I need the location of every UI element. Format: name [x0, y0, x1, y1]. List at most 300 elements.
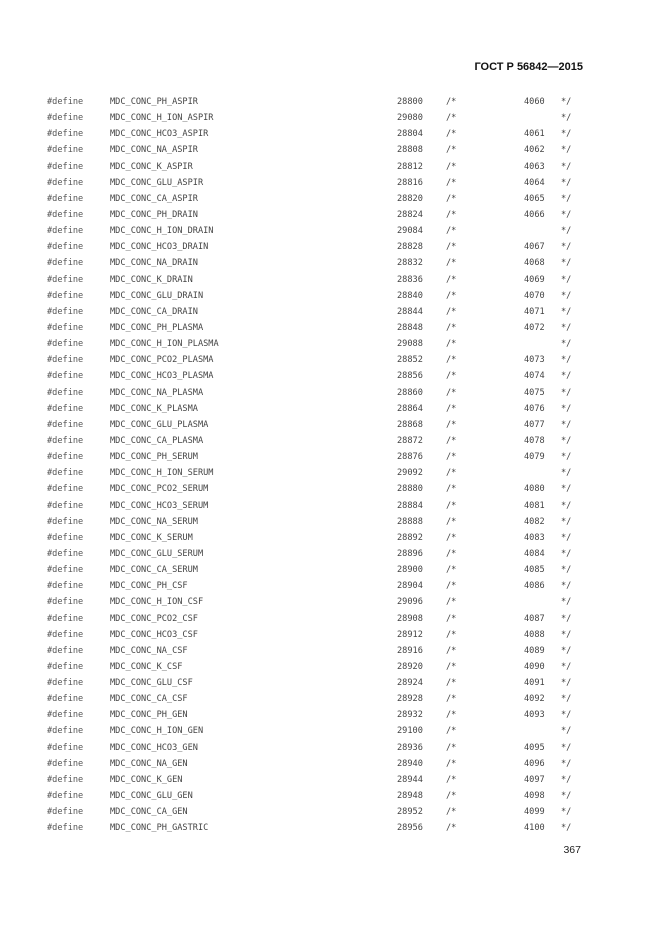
constant-name: MDC_CONC_PH_SERUM	[110, 452, 198, 463]
reference-number: 4062	[524, 145, 545, 156]
constant-code: 28888	[397, 516, 423, 527]
define-row	[0, 804, 661, 820]
comment-close: */	[561, 823, 572, 834]
define-row	[0, 191, 661, 207]
constant-code: 29100	[397, 726, 423, 737]
constant-name: MDC_CONC_PH_GASTRIC	[110, 823, 209, 834]
define-row	[0, 707, 661, 723]
define-directive: #define	[47, 355, 84, 366]
comment-close: */	[561, 774, 572, 785]
comment-open: /*	[446, 823, 457, 834]
define-row	[0, 433, 661, 449]
reference-number: 4093	[524, 710, 545, 721]
define-row	[0, 175, 661, 191]
define-directive: #define	[47, 258, 84, 269]
reference-number: 4096	[524, 758, 545, 769]
constant-name: MDC_CONC_PH_ASPIR	[110, 97, 198, 107]
constant-code: 28916	[397, 645, 423, 656]
define-row	[0, 498, 661, 514]
comment-open: /*	[446, 500, 457, 511]
comment-close: */	[561, 710, 572, 721]
comment-close: */	[561, 661, 572, 672]
comment-close: */	[561, 758, 572, 769]
constant-name: MDC_CONC_K_PLASMA	[110, 403, 198, 414]
constant-name: MDC_CONC_K_CSF	[110, 661, 183, 672]
comment-open: /*	[446, 807, 457, 818]
comment-open: /*	[446, 516, 457, 527]
comment-open: /*	[446, 322, 457, 333]
comment-open: /*	[446, 387, 457, 398]
constant-code: 28800	[397, 97, 423, 107]
define-row	[0, 643, 661, 659]
comment-close: */	[561, 581, 572, 592]
define-row	[0, 740, 661, 756]
comment-close: */	[561, 742, 572, 753]
comment-open: /*	[446, 97, 457, 107]
reference-number: 4077	[524, 419, 545, 430]
constant-name: MDC_CONC_GLU_SERUM	[110, 548, 204, 559]
comment-close: */	[561, 500, 572, 511]
constant-code: 28948	[397, 791, 423, 802]
comment-close: */	[561, 113, 572, 124]
comment-close: */	[561, 548, 572, 559]
define-directive: #define	[47, 419, 84, 430]
constant-code: 28884	[397, 500, 423, 511]
reference-number: 4086	[524, 581, 545, 592]
comment-close: */	[561, 371, 572, 382]
comment-open: /*	[446, 548, 457, 559]
reference-number: 4089	[524, 645, 545, 656]
comment-open: /*	[446, 371, 457, 382]
comment-close: */	[561, 145, 572, 156]
define-row	[0, 465, 661, 481]
define-directive: #define	[47, 807, 84, 818]
define-directive: #define	[47, 823, 84, 834]
define-row	[0, 788, 661, 804]
constant-code: 28912	[397, 629, 423, 640]
define-list	[0, 94, 661, 836]
define-row	[0, 756, 661, 772]
constant-name: MDC_CONC_PCO2_CSF	[110, 613, 198, 624]
define-directive: #define	[47, 161, 84, 172]
define-directive: #define	[47, 791, 84, 802]
define-row	[0, 691, 661, 707]
constant-code: 28808	[397, 145, 423, 156]
define-row	[0, 288, 661, 304]
define-row	[0, 772, 661, 788]
comment-open: /*	[446, 161, 457, 172]
comment-open: /*	[446, 613, 457, 624]
constant-name: MDC_CONC_CA_SERUM	[110, 565, 198, 576]
constant-code: 28844	[397, 306, 423, 317]
comment-open: /*	[446, 113, 457, 124]
define-directive: #define	[47, 290, 84, 301]
define-row	[0, 449, 661, 465]
constant-code: 28828	[397, 242, 423, 253]
comment-close: */	[561, 242, 572, 253]
comment-close: */	[561, 274, 572, 285]
define-row	[0, 352, 661, 368]
constant-name: MDC_CONC_HCO3_GEN	[110, 742, 198, 753]
constant-name: MDC_CONC_CA_CSF	[110, 694, 188, 705]
constant-code: 28876	[397, 452, 423, 463]
comment-open: /*	[446, 193, 457, 204]
comment-open: /*	[446, 145, 457, 156]
define-row	[0, 94, 661, 110]
constant-name: MDC_CONC_GLU_PLASMA	[110, 419, 209, 430]
define-directive: #define	[47, 435, 84, 446]
define-directive: #define	[47, 193, 84, 204]
comment-close: */	[561, 532, 572, 543]
constant-code: 28920	[397, 661, 423, 672]
define-directive: #define	[47, 758, 84, 769]
constant-name: MDC_CONC_NA_PLASMA	[110, 387, 204, 398]
define-row	[0, 675, 661, 691]
comment-open: /*	[446, 791, 457, 802]
constant-name: MDC_CONC_K_SERUM	[110, 532, 193, 543]
define-directive: #define	[47, 484, 84, 495]
constant-name: MDC_CONC_PCO2_PLASMA	[110, 355, 214, 366]
comment-open: /*	[446, 661, 457, 672]
reference-number: 4085	[524, 565, 545, 576]
define-row	[0, 239, 661, 255]
reference-number: 4081	[524, 500, 545, 511]
define-directive: #define	[47, 742, 84, 753]
reference-number: 4064	[524, 177, 545, 188]
define-directive: #define	[47, 645, 84, 656]
define-row	[0, 481, 661, 497]
define-directive: #define	[47, 113, 84, 124]
define-row	[0, 368, 661, 384]
constant-code: 28804	[397, 129, 423, 140]
define-directive: #define	[47, 371, 84, 382]
comment-open: /*	[446, 274, 457, 285]
constant-code: 28848	[397, 322, 423, 333]
define-row	[0, 272, 661, 288]
define-row	[0, 659, 661, 675]
define-row	[0, 514, 661, 530]
constant-code: 28944	[397, 774, 423, 785]
comment-close: */	[561, 339, 572, 350]
comment-close: */	[561, 597, 572, 608]
constant-name: MDC_CONC_H_ION_SERUM	[110, 468, 214, 479]
comment-open: /*	[446, 710, 457, 721]
comment-close: */	[561, 613, 572, 624]
reference-number: 4087	[524, 613, 545, 624]
reference-number: 4088	[524, 629, 545, 640]
define-row	[0, 530, 661, 546]
define-directive: #define	[47, 306, 84, 317]
reference-number: 4076	[524, 403, 545, 414]
constant-name: MDC_CONC_GLU_GEN	[110, 791, 193, 802]
define-row	[0, 207, 661, 223]
constant-name: MDC_CONC_GLU_CSF	[110, 678, 193, 689]
define-row	[0, 401, 661, 417]
comment-close: */	[561, 226, 572, 237]
constant-name: MDC_CONC_H_ION_PLASMA	[110, 339, 219, 350]
constant-name: MDC_CONC_NA_GEN	[110, 758, 188, 769]
constant-code: 28928	[397, 694, 423, 705]
comment-close: */	[561, 403, 572, 414]
constant-name: MDC_CONC_PH_CSF	[110, 581, 188, 592]
comment-open: /*	[446, 209, 457, 220]
define-row	[0, 611, 661, 627]
comment-open: /*	[446, 129, 457, 140]
reference-number: 4095	[524, 742, 545, 753]
comment-open: /*	[446, 565, 457, 576]
comment-open: /*	[446, 435, 457, 446]
constant-name: MDC_CONC_H_ION_CSF	[110, 597, 204, 608]
define-row	[0, 126, 661, 142]
define-directive: #define	[47, 468, 84, 479]
define-directive: #define	[47, 678, 84, 689]
constant-name: MDC_CONC_NA_SERUM	[110, 516, 198, 527]
constant-code: 28924	[397, 678, 423, 689]
comment-close: */	[561, 161, 572, 172]
comment-close: */	[561, 791, 572, 802]
define-directive: #define	[47, 387, 84, 398]
reference-number: 4083	[524, 532, 545, 543]
comment-close: */	[561, 645, 572, 656]
constant-name: MDC_CONC_NA_ASPIR	[110, 145, 198, 156]
document-header: ГОСТ Р 56842—2015	[474, 61, 583, 73]
comment-open: /*	[446, 452, 457, 463]
define-row	[0, 627, 661, 643]
comment-open: /*	[446, 242, 457, 253]
comment-close: */	[561, 452, 572, 463]
constant-name: MDC_CONC_CA_PLASMA	[110, 435, 204, 446]
page-number: 367	[563, 844, 581, 856]
reference-number: 4084	[524, 548, 545, 559]
reference-number: 4074	[524, 371, 545, 382]
reference-number: 4100	[524, 823, 545, 834]
comment-open: /*	[446, 226, 457, 237]
comment-close: */	[561, 468, 572, 479]
constant-name: MDC_CONC_PH_GEN	[110, 710, 188, 721]
constant-name: MDC_CONC_HCO3_SERUM	[110, 500, 209, 511]
define-directive: #define	[47, 581, 84, 592]
constant-name: MDC_CONC_PH_DRAIN	[110, 209, 198, 220]
define-directive: #define	[47, 322, 84, 333]
reference-number: 4092	[524, 694, 545, 705]
comment-close: */	[561, 565, 572, 576]
constant-code: 28868	[397, 419, 423, 430]
define-directive: #define	[47, 661, 84, 672]
reference-number: 4068	[524, 258, 545, 269]
constant-code: 28872	[397, 435, 423, 446]
constant-name: MDC_CONC_K_ASPIR	[110, 161, 193, 172]
define-row	[0, 255, 661, 271]
constant-code: 28852	[397, 355, 423, 366]
constant-name: MDC_CONC_HCO3_ASPIR	[110, 129, 209, 140]
constant-name: MDC_CONC_PH_PLASMA	[110, 322, 204, 333]
reference-number: 4080	[524, 484, 545, 495]
constant-name: MDC_CONC_K_DRAIN	[110, 274, 193, 285]
constant-name: MDC_CONC_NA_CSF	[110, 645, 188, 656]
define-directive: #define	[47, 226, 84, 237]
define-directive: #define	[47, 177, 84, 188]
constant-name: MDC_CONC_NA_DRAIN	[110, 258, 198, 269]
reference-number: 4079	[524, 452, 545, 463]
constant-code: 28824	[397, 209, 423, 220]
constant-code: 29096	[397, 597, 423, 608]
reference-number: 4099	[524, 807, 545, 818]
comment-open: /*	[446, 581, 457, 592]
constant-name: MDC_CONC_CA_DRAIN	[110, 306, 198, 317]
comment-open: /*	[446, 355, 457, 366]
comment-open: /*	[446, 339, 457, 350]
constant-code: 28908	[397, 613, 423, 624]
comment-close: */	[561, 629, 572, 640]
comment-open: /*	[446, 419, 457, 430]
constant-name: MDC_CONC_HCO3_PLASMA	[110, 371, 214, 382]
define-directive: #define	[47, 629, 84, 640]
define-row	[0, 546, 661, 562]
comment-open: /*	[446, 597, 457, 608]
define-directive: #define	[47, 613, 84, 624]
reference-number: 4069	[524, 274, 545, 285]
comment-close: */	[561, 726, 572, 737]
comment-open: /*	[446, 177, 457, 188]
comment-open: /*	[446, 532, 457, 543]
constant-name: MDC_CONC_HCO3_CSF	[110, 629, 198, 640]
constant-name: MDC_CONC_GLU_DRAIN	[110, 290, 204, 301]
reference-number: 4071	[524, 306, 545, 317]
constant-code: 28836	[397, 274, 423, 285]
define-row	[0, 223, 661, 239]
comment-close: */	[561, 419, 572, 430]
comment-open: /*	[446, 258, 457, 269]
define-row	[0, 594, 661, 610]
define-row	[0, 723, 661, 739]
constant-code: 28812	[397, 161, 423, 172]
define-directive: #define	[47, 242, 84, 253]
define-directive: #define	[47, 774, 84, 785]
constant-name: MDC_CONC_PCO2_SERUM	[110, 484, 209, 495]
reference-number: 4060	[524, 97, 545, 107]
define-directive: #define	[47, 452, 84, 463]
comment-open: /*	[446, 774, 457, 785]
constant-code: 28856	[397, 371, 423, 382]
comment-close: */	[561, 193, 572, 204]
reference-number: 4065	[524, 193, 545, 204]
comment-close: */	[561, 435, 572, 446]
define-directive: #define	[47, 145, 84, 156]
reference-number: 4082	[524, 516, 545, 527]
define-directive: #define	[47, 403, 84, 414]
comment-open: /*	[446, 694, 457, 705]
constant-code: 28864	[397, 403, 423, 414]
comment-open: /*	[446, 484, 457, 495]
define-row	[0, 417, 661, 433]
define-directive: #define	[47, 532, 84, 543]
constant-name: MDC_CONC_CA_GEN	[110, 807, 188, 818]
define-directive: #define	[47, 97, 84, 107]
comment-close: */	[561, 387, 572, 398]
constant-name: MDC_CONC_H_ION_ASPIR	[110, 113, 214, 124]
constant-code: 28936	[397, 742, 423, 753]
reference-number: 4063	[524, 161, 545, 172]
comment-close: */	[561, 97, 572, 107]
constant-code: 29088	[397, 339, 423, 350]
define-row	[0, 320, 661, 336]
constant-code: 28860	[397, 387, 423, 398]
define-directive: #define	[47, 726, 84, 737]
comment-open: /*	[446, 468, 457, 479]
define-row	[0, 336, 661, 352]
constant-code: 29080	[397, 113, 423, 124]
reference-number: 4061	[524, 129, 545, 140]
comment-close: */	[561, 807, 572, 818]
comment-close: */	[561, 209, 572, 220]
constant-code: 28900	[397, 565, 423, 576]
comment-open: /*	[446, 742, 457, 753]
define-row	[0, 159, 661, 175]
define-directive: #define	[47, 565, 84, 576]
constant-code: 28832	[397, 258, 423, 269]
comment-close: */	[561, 306, 572, 317]
reference-number: 4070	[524, 290, 545, 301]
reference-number: 4066	[524, 209, 545, 220]
comment-open: /*	[446, 645, 457, 656]
comment-close: */	[561, 258, 572, 269]
constant-name: MDC_CONC_CA_ASPIR	[110, 193, 198, 204]
constant-code: 28940	[397, 758, 423, 769]
define-row	[0, 562, 661, 578]
comment-close: */	[561, 694, 572, 705]
comment-close: */	[561, 678, 572, 689]
comment-close: */	[561, 177, 572, 188]
constant-code: 28880	[397, 484, 423, 495]
constant-code: 29084	[397, 226, 423, 237]
define-directive: #define	[47, 710, 84, 721]
constant-code: 28820	[397, 193, 423, 204]
constant-name: MDC_CONC_H_ION_GEN	[110, 726, 204, 737]
comment-open: /*	[446, 678, 457, 689]
reference-number: 4073	[524, 355, 545, 366]
define-directive: #define	[47, 500, 84, 511]
comment-open: /*	[446, 306, 457, 317]
define-directive: #define	[47, 274, 84, 285]
constant-code: 29092	[397, 468, 423, 479]
reference-number: 4072	[524, 322, 545, 333]
comment-open: /*	[446, 403, 457, 414]
constant-code: 28956	[397, 823, 423, 834]
constant-name: MDC_CONC_HCO3_DRAIN	[110, 242, 209, 253]
comment-open: /*	[446, 290, 457, 301]
comment-close: */	[561, 322, 572, 333]
define-row	[0, 820, 661, 836]
comment-close: */	[561, 484, 572, 495]
comment-close: */	[561, 290, 572, 301]
constant-code: 28892	[397, 532, 423, 543]
define-row	[0, 110, 661, 126]
define-directive: #define	[47, 597, 84, 608]
constant-name: MDC_CONC_H_ION_DRAIN	[110, 226, 214, 237]
define-directive: #define	[47, 516, 84, 527]
comment-close: */	[561, 355, 572, 366]
reference-number: 4075	[524, 387, 545, 398]
constant-code: 28840	[397, 290, 423, 301]
define-directive: #define	[47, 339, 84, 350]
reference-number: 4098	[524, 791, 545, 802]
constant-code: 28904	[397, 581, 423, 592]
define-row	[0, 304, 661, 320]
constant-code: 28952	[397, 807, 423, 818]
define-directive: #define	[47, 129, 84, 140]
define-row	[0, 385, 661, 401]
define-row	[0, 142, 661, 158]
